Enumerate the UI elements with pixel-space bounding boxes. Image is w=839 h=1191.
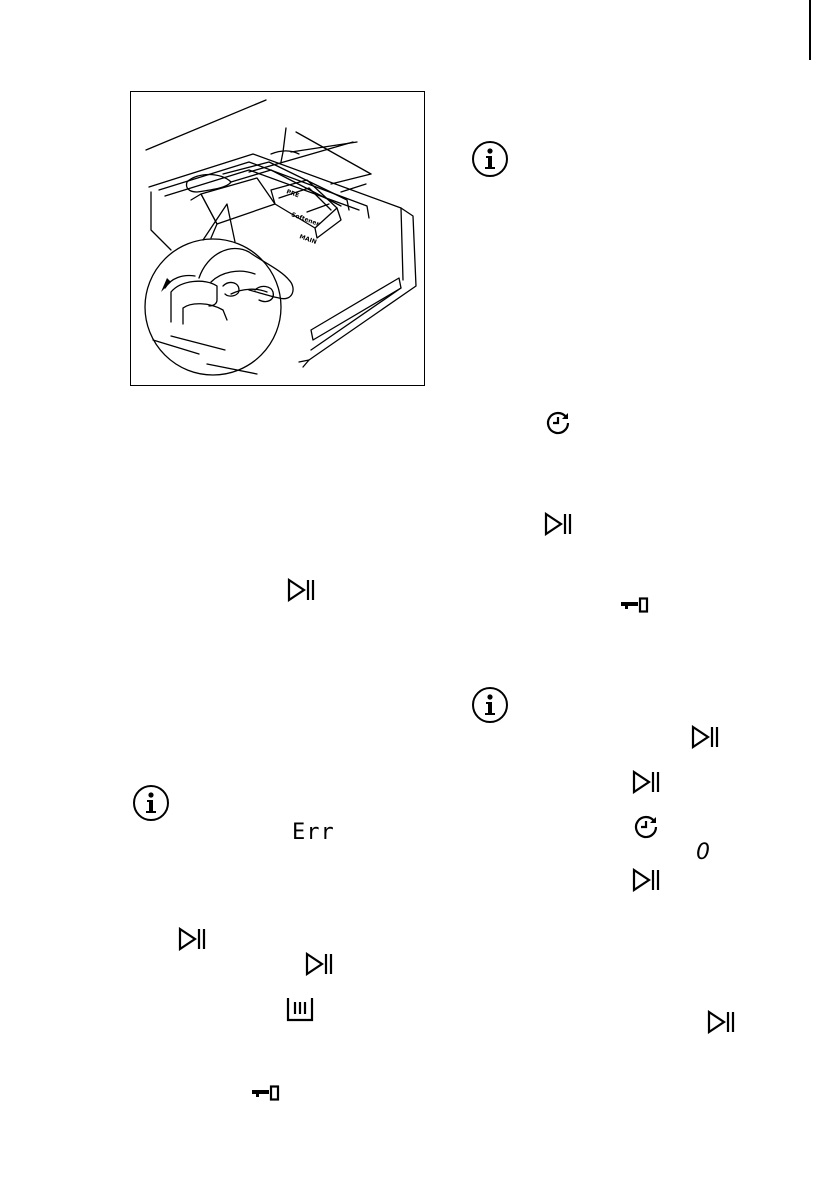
info-icon — [132, 784, 170, 822]
info-icon — [471, 686, 509, 724]
error-code-display: Err — [292, 820, 335, 845]
info-icon — [471, 140, 509, 178]
start-pause-icon — [287, 578, 315, 602]
delay-start-icon — [633, 814, 659, 840]
svg-text:PRE: PRE — [285, 188, 301, 200]
start-pause-icon — [632, 770, 660, 794]
zero-display: 0 — [696, 840, 710, 865]
page-corner-mark — [809, 0, 811, 60]
dispenser-drawing — [131, 92, 425, 386]
child-lock-icon — [251, 1085, 281, 1101]
delay-start-icon — [545, 410, 571, 436]
svg-text:MAIN: MAIN — [298, 233, 318, 246]
drum-clean-icon — [286, 996, 314, 1022]
start-pause-icon — [305, 952, 333, 976]
start-pause-icon — [632, 868, 660, 892]
child-lock-icon — [620, 597, 650, 613]
start-pause-icon — [691, 725, 719, 749]
start-pause-icon — [544, 512, 572, 536]
svg-text:Softener: Softener — [290, 211, 321, 228]
start-pause-icon — [178, 927, 206, 951]
dispenser-illustration — [130, 91, 425, 386]
start-pause-icon — [707, 1010, 735, 1034]
